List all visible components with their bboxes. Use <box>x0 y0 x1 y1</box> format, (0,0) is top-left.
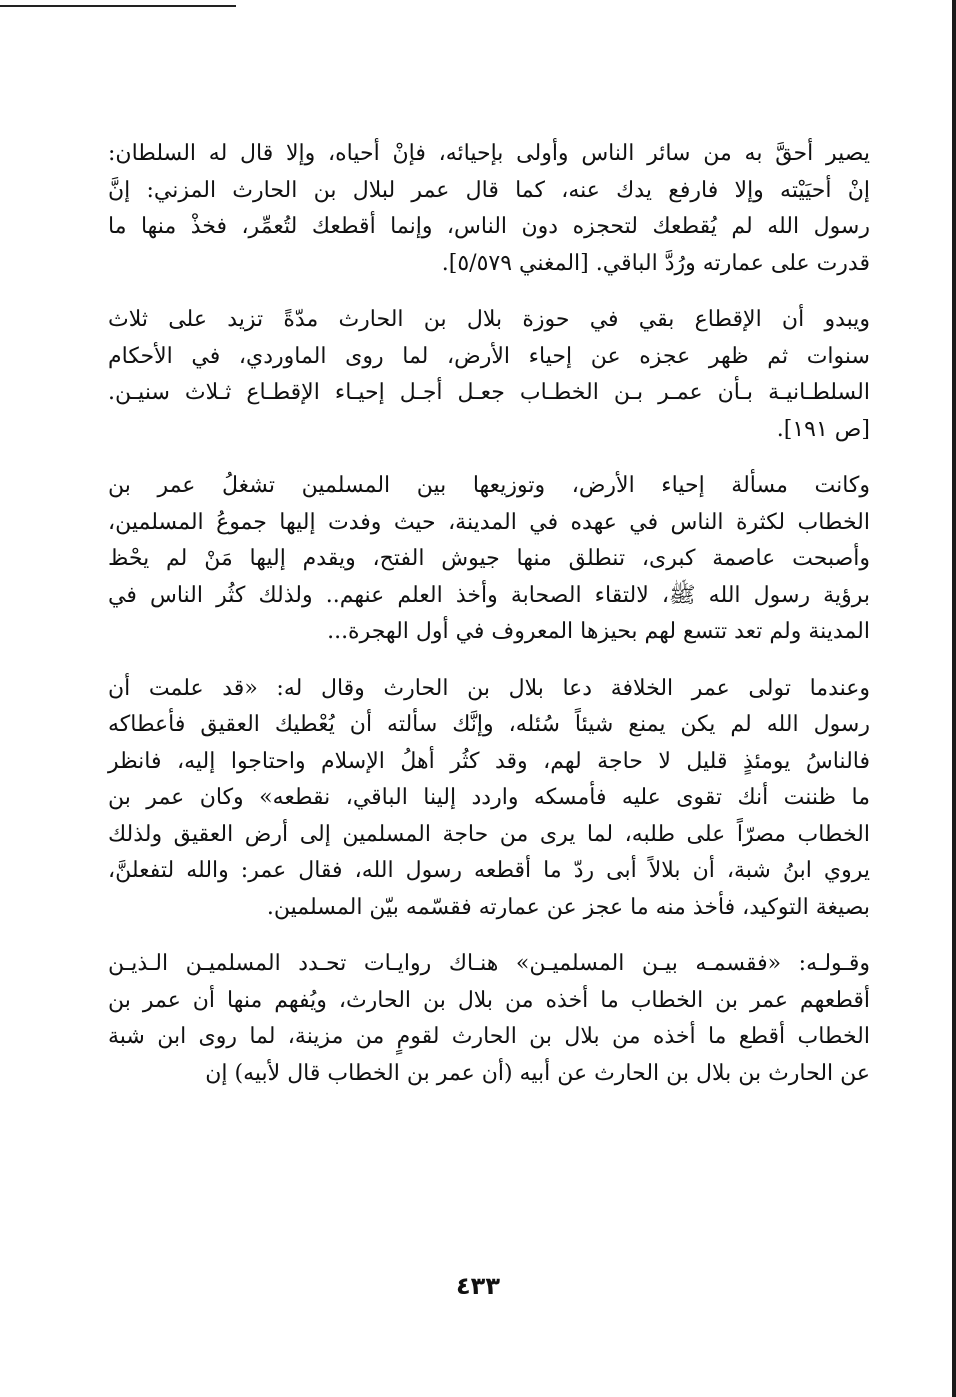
text-line: وكانت مسألة إحياء الأرض، وتوزيعها بين المسلمين تشغلُ عمر بن <box>108 473 870 498</box>
text-line: بصيغة التوكيد، فأخذ منه ما عجز عن عمارته فقسّمه بيّن المسلمين. <box>266 894 870 920</box>
text-line: المدينة ولم تعد تتسع لهم بحيزها المعروف في أول الهجرة... <box>327 619 870 644</box>
text-line: قدرت على عمارته ورُدَّ الباقي. [المغني ٥/٥٧٩]. <box>441 250 870 276</box>
text-line: رسول الله لم يكن يمنع شيئاً سُئله، وإنَّك سألته أن يُعْطيك العقيق فأعطاكه <box>108 712 870 737</box>
text-line: الخطاب مصرّاً على طلبه، لما يرى من حاجة المسلمين إلى أرض العقيق ولذلك <box>108 821 870 847</box>
text-line: وأصبحت عاصمة كبرى، تنطلق منها جيوش الفتح، ويقدم إليها مَنْ لم يحْظ <box>108 546 870 571</box>
text-line: فالناسُ يومئذٍ قليل لا حاجة لهم، وقد كثُر أهلُ الإسلام واحتاجوا إليه، فانظر <box>108 748 870 774</box>
paragraph <box>108 136 870 282</box>
text-line: وقـولـه: «فقسمـه بيـن المسلميـن» هنـاك روايـات تحـدد المسلميـن الـذيـن <box>108 951 870 976</box>
paragraph <box>108 302 870 448</box>
text-line: الخطاب أقطع ما أخذه من بلال بن الحارث لقومٍ من مزينة، لما روى ابن شبة <box>108 1024 870 1049</box>
top-edge-rule <box>0 5 236 7</box>
text-line: برؤية رسول الله ﷺ، لالتقاء الصحابة وأخذ العلم عنهم.. ولذلك كثُر الناس في <box>108 582 870 608</box>
text-line: عن الحارث بن بلال بن الحارث عن أبيه (أن عمر بن الخطاب قال لأبيه) إن <box>205 1060 870 1086</box>
text-line: سنوات ثم ظهر عجزه عن إحياء الأرض، لما روى الماوردي، في الأحكام <box>108 343 870 369</box>
page-number: ٤٣٣ <box>456 1272 500 1300</box>
text-line: إنْ أحيَيْته وإلا فارفع يدك عنه، كما قال عمر لبلال بن الحارث المزني: إنَّ <box>108 177 870 203</box>
paragraph <box>108 468 870 651</box>
text-line: الخطاب لكثرة الناس في عهده في المدينة، حيث وفدت إليها جموعُ المسلمين، <box>108 509 870 535</box>
text-line: يصير أحقَّ به من سائر الناس وأولى بإحيائه، فإنْ أحياه، وإلا قال له السلطان: <box>108 141 870 166</box>
page-body-text <box>108 136 870 1112</box>
text-line: السلطـانيـة بـأن عمـر بـن الخطـاب جعـل أجـل إحيـاء الإقطـاع ثـلاث سنيـن. <box>108 380 870 405</box>
text-line: ما ظننت أنك تقوى عليه فأمسكه واردد إلينا الباقي، نقطعه» وكان عمر بن <box>108 785 870 810</box>
text-line: وعندما تولى عمر الخلافة دعا بلال بن الحارث وقال له: «قد علمت أن <box>108 675 870 701</box>
paragraph <box>108 946 870 1092</box>
text-line: ويبدو أن الإقطاع بقي في حوزة بلال بن الحارث مدّةً تزيد على ثلاث <box>108 307 870 332</box>
scan-right-edge <box>952 0 956 1397</box>
paragraph <box>108 671 870 927</box>
text-line: أقطعهم عمر بن الخطاب ما أخذه من بلال بن الحارث، ويُفهم منها أن عمر بن <box>108 987 870 1013</box>
text-line: يروي ابنُ شبة، أن بلالاً أبى ردّ ما أقطعه رسول الله، فقال عمر: والله لتفعلنَّ، <box>108 858 870 883</box>
text-line: [ص ١٩١]. <box>776 416 870 442</box>
text-line: رسول الله لم يُقطعك لتحجزه دون الناس، وإنما أقطعك لتُعمِّر، فخذْ منها ما <box>108 214 870 239</box>
